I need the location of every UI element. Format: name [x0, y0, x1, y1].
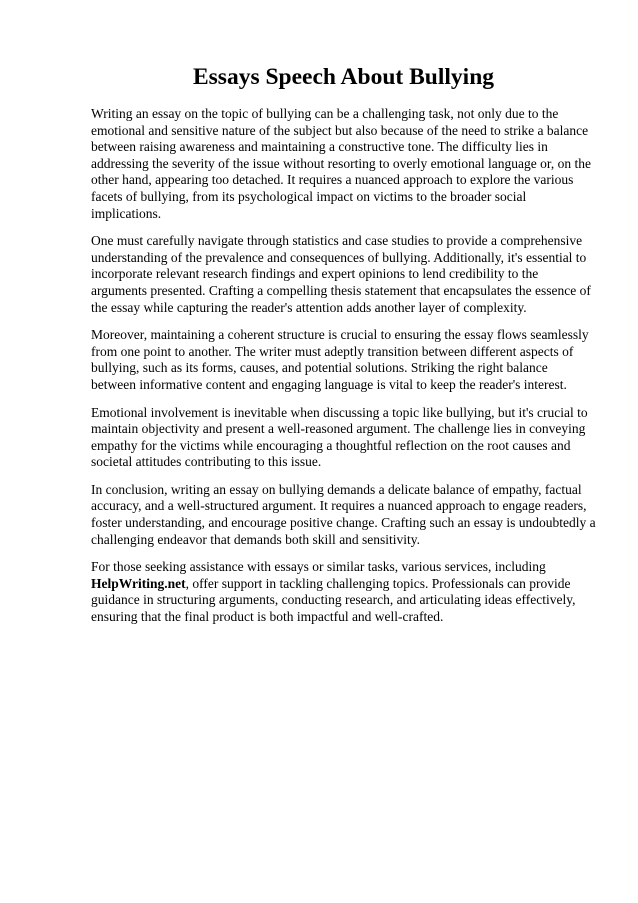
paragraph-2: One must carefully navigate through statistics and case studies to provide a comprehensive understanding of the prevalence and consequences of bullying. Additionally, it's essential to incorporate relevant research findings and expert opinions to lend credibility to the arguments presented. Crafting a compelling thesis statement that encapsulates the essence of the essay while capturing the reader's attention adds another layer of complexity. [91, 233, 591, 315]
paragraph-5: In conclusion, writing an essay on bullying demands a delicate balance of empathy, factual accuracy, and a well-structured argument. It requires a nuanced approach to engage readers, foster understanding, and encourage positive change. Crafting such an essay is undoubtedly a challenging endeavor that demands both skill and sensitivity. [91, 481, 596, 547]
paragraph-1: Writing an essay on the topic of bullying can be a challenging task, not only due to the emotional and sensitive nature of the subject but also because of the need to strike a balance between raising awareness and maintaining a constructive tone. The difficulty lies in addressing the severity of the issue without resorting to overly emotional language or, on the other hand, appearing too detached. It requires a nuanced approach to explore the various facets of bullying, from its psychological impact on victims to the broader social implications. [91, 106, 591, 221]
paragraph-6 [91, 559, 596, 625]
document-title: Essays Speech About Bullying [192, 64, 495, 90]
brand-name: HelpWriting.net [91, 575, 186, 591]
paragraph-6-rest: , offer support in tackling challenging topics. Professionals can provide guidance in structuring arguments, conducting research, and articulating ideas effectively, ensuring that the final product is both impactful and well-crafted. [91, 575, 576, 625]
paragraph-6-intro: For those seeking assistance with essays or similar tasks, various services, including [91, 559, 546, 575]
paragraph-4: Emotional involvement is inevitable when discussing a topic like bullying, but it's crucial to maintain objectivity and present a well-reasoned argument. The challenge lies in conveying empathy for the victims while encouraging a thoughtful reflection on the root causes and societal attitudes contributing to this issue. [91, 404, 588, 470]
paragraph-3: Moreover, maintaining a coherent structure is crucial to ensuring the essay flows seamlessly from one point to another. The writer must adeptly transition between different aspects of bullying, such as its forms, causes, and potential solutions. Striking the right balance between informative content and engaging language is vital to keep the reader's interest. [91, 327, 589, 392]
